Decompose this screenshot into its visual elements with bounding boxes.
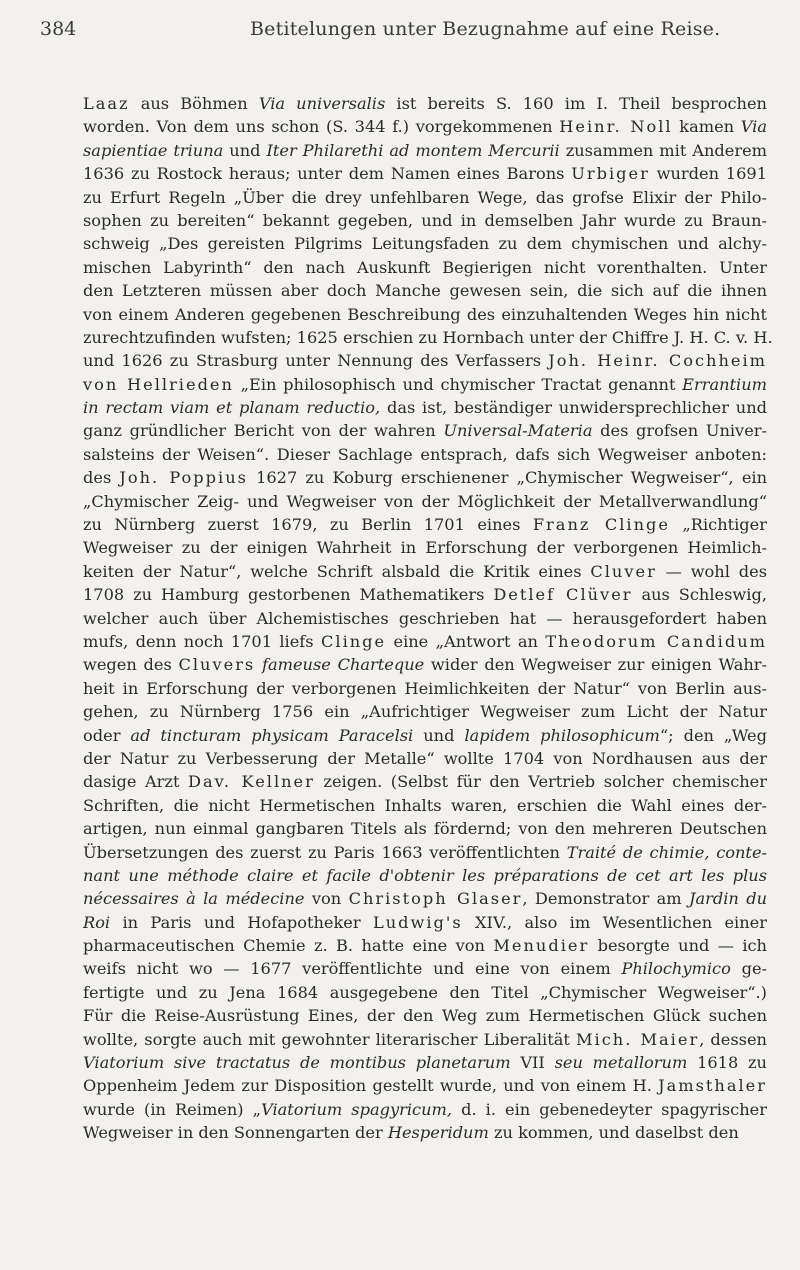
- text-line: [83, 700, 767, 723]
- spaced-name: Cluvers: [178, 655, 256, 675]
- body-text: [83, 92, 773, 1145]
- text-run: heit in Erforschung der verborgenen Heimlichkeiten der Natur“ von Berlin aus-: [83, 678, 767, 698]
- text-run: von: [304, 889, 349, 909]
- text-run: wider den Wegweiser zur einigen Wahr-: [424, 655, 767, 675]
- text-run: und: [223, 140, 267, 160]
- text-run: 1636 zu Rostock heraus; unter dem Namen eines Barons: [83, 164, 572, 184]
- text-run: mischen Labyrinth“ den nach Auskunft Begierigen nicht vorenthalten. Unter: [83, 257, 767, 277]
- spaced-name: Mich. Maier: [575, 1029, 700, 1049]
- text-run: Wegweiser zu der einigen Wahrheit in Erforschung der verborgenen Heimlich-: [83, 538, 767, 558]
- text-run: aus Böhmen: [129, 94, 259, 113]
- italic-title: nant une méthode claire et facile d'obtenir les préparations de cet art les plus: [83, 865, 767, 885]
- text-line: [83, 349, 767, 372]
- text-run: wollte, sorgte auch mit gewohnter literarischer Liberalität: [83, 1029, 576, 1049]
- text-line: [83, 957, 767, 980]
- text-line: [83, 513, 767, 536]
- text-line: [83, 326, 773, 349]
- text-line: [83, 747, 767, 770]
- italic-title: Traité de chimie, conte-: [566, 842, 767, 862]
- text-line: [83, 162, 767, 185]
- text-run: „Richtiger: [669, 515, 767, 535]
- text-run: VII: [510, 1053, 555, 1073]
- italic-title: Jardin du: [688, 889, 767, 909]
- text-run: aus Schleswig,: [632, 585, 767, 605]
- italic-title: Roi: [83, 912, 111, 932]
- text-line: [83, 1121, 767, 1144]
- italic-title: nécessaires à la médecine: [83, 889, 305, 909]
- spaced-name: Joh. Heinr. Cochheim: [548, 351, 768, 371]
- text-run: 1618 zu: [687, 1053, 767, 1073]
- spaced-name: Theodorum Candidum: [545, 631, 767, 651]
- page-number: 384: [40, 18, 77, 40]
- text-line: [83, 1028, 767, 1051]
- italic-title: Viatorium spagyricum,: [261, 1099, 453, 1119]
- text-line: [83, 373, 767, 396]
- text-line: [83, 677, 767, 700]
- text-run: wurde (in Reimen) „: [83, 1099, 262, 1119]
- text-line: [83, 139, 767, 162]
- text-line: [83, 419, 767, 442]
- text-run: gehen, zu Nürnberg 1756 ein „Aufrichtiger Wegweiser zum Licht der Natur: [83, 702, 767, 722]
- text-run: fertigte und zu Jena 1684 ausgegebene den Titel „Chymischer Wegweiser“.): [83, 982, 767, 1002]
- running-head: Betitelungen unter Bezugnahme auf eine Reise.: [250, 18, 721, 40]
- text-run: welcher auch über Alchemistisches geschrieben hat — herausgefordert haben: [83, 608, 767, 628]
- text-run: des: [83, 468, 120, 488]
- text-line: [83, 607, 767, 630]
- text-line: [83, 490, 767, 513]
- italic-title: Universal-Materia: [443, 421, 593, 441]
- text-run: zusammen mit Anderem: [559, 140, 768, 160]
- italic-title: sapientiae triuna: [83, 140, 224, 160]
- text-line: [83, 887, 767, 910]
- spaced-name: Ludwig's: [372, 912, 463, 932]
- italic-title: Viatorium sive tractatus de montibus planetarum: [83, 1053, 511, 1073]
- spaced-name: Heinr. Noll: [559, 117, 673, 137]
- text-run: pharmaceutischen Chemie z. B. hatte eine von: [83, 936, 494, 956]
- italic-title: ad tincturam physicam Paracelsi: [130, 725, 414, 745]
- text-run: Übersetzungen des zuerst zu Paris 1663 veröffentlichten: [83, 842, 567, 862]
- text-line: [83, 443, 767, 466]
- text-line: [83, 303, 767, 326]
- text-run: eine „Antwort an: [386, 631, 546, 651]
- text-line: [83, 630, 767, 653]
- spaced-name: Dav. Kellner: [188, 772, 315, 792]
- text-line: [83, 466, 767, 489]
- text-run: Schriften, die nicht Hermetischen Inhalts waren, erschien die Wahl eines der-: [83, 795, 767, 815]
- text-run: von einem Anderen gegebenen Beschreibung des einzuhaltenden Weges hin nicht: [83, 304, 767, 324]
- text-line: [83, 794, 767, 817]
- text-run: ist bereits S. 160 im I. Theil besprochen: [385, 94, 767, 113]
- text-line: [83, 92, 767, 115]
- text-line: [83, 817, 767, 840]
- spaced-name: Menudier: [493, 936, 590, 956]
- text-run: „Ein philosophisch und chymischer Tractat genannt: [233, 374, 683, 394]
- text-run: besorgte und — ich: [589, 936, 767, 956]
- text-line: [83, 981, 767, 1004]
- text-run: zu Nürnberg zuerst 1679, zu Berlin 1701 eines: [83, 515, 533, 535]
- italic-title: Hesperidum: [387, 1123, 489, 1143]
- text-run: in Paris und Hofapotheker: [110, 912, 373, 932]
- text-run: der Natur zu Verbesserung der Metalle“ wollte 1704 von Nordhausen aus der: [83, 748, 767, 768]
- text-run: dasige Arzt: [83, 772, 188, 792]
- text-line: [83, 1074, 767, 1097]
- italic-title: in rectam viam et planam reductio,: [83, 398, 381, 418]
- spaced-name: Urbiger: [571, 164, 650, 184]
- text-run: oder: [83, 725, 131, 745]
- text-run: des grofsen Univer-: [592, 421, 767, 441]
- text-run: zeigen. (Selbst für den Vertrieb solcher chemischer: [314, 772, 768, 792]
- text-line: [83, 560, 767, 583]
- text-run: Oppenheim Jedem zur Disposition gestellt wurde, und von einem H.: [83, 1076, 659, 1096]
- text-run: wurden 1691: [649, 164, 768, 184]
- text-line: [83, 232, 767, 255]
- text-line: [83, 209, 767, 232]
- text-line: [83, 1051, 767, 1074]
- italic-title: Via universalis: [258, 94, 386, 113]
- text-line: [83, 770, 767, 793]
- text-run: sophen zu bereiten“ bekannt gegeben, und in demselben Jahr wurde zu Braun-: [83, 210, 767, 230]
- text-run: worden. Von dem uns schon (S. 344 f.) vorgekommenen: [83, 117, 560, 137]
- text-run: — wohl des: [656, 561, 767, 581]
- text-run: und 1626 zu Strasburg unter Nennung des Verfassers: [83, 351, 549, 371]
- text-run: XIV., also im Wesentlichen einer: [462, 912, 767, 932]
- text-run: [255, 655, 262, 674]
- spaced-name: Jamsthaler: [658, 1076, 767, 1096]
- text-run: das ist, beständiger unwidersprechlicher und: [380, 398, 767, 418]
- italic-title: Philochymico: [621, 959, 731, 979]
- text-line: [83, 396, 767, 419]
- text-run: ganz gründlicher Bericht von der wahren: [83, 421, 444, 441]
- text-run: kamen: [672, 117, 741, 137]
- text-line: [83, 1098, 767, 1121]
- italic-title: fameuse Charteque: [261, 655, 425, 675]
- text-run: und: [413, 725, 465, 745]
- text-line: [83, 911, 767, 934]
- text-run: salsteins der Weisen“. Dieser Sachlage entsprach, dafs sich Wegweiser anboten:: [83, 444, 767, 464]
- spaced-name: Cluver: [590, 561, 657, 581]
- spaced-name: Joh. Poppius: [119, 468, 248, 488]
- text-line: [83, 653, 767, 676]
- text-line: [83, 186, 767, 209]
- text-run: Wegweiser in den Sonnengarten der: [83, 1123, 388, 1143]
- text-run: weifs nicht wo — 1677 veröffentlichte und eine von einem: [83, 959, 622, 979]
- italic-title: seu metallorum: [554, 1053, 688, 1073]
- text-line: [83, 279, 767, 302]
- text-line: [83, 583, 767, 606]
- text-run: “; den „Weg: [659, 725, 767, 745]
- spaced-name: Christoph Glaser: [348, 889, 523, 909]
- text-run: , Demonstrator am: [522, 889, 689, 909]
- text-run: wegen des: [83, 655, 179, 675]
- text-line: [83, 1004, 767, 1027]
- text-run: 1627 zu Koburg erschienener „Chymischer Wegweiser“, ein: [247, 468, 767, 488]
- spaced-name: Laaz: [83, 94, 130, 113]
- spaced-name: von Hellrieden: [83, 374, 234, 394]
- spaced-name: Clinge: [321, 631, 387, 651]
- text-run: keiten der Natur“, welche Schrift alsbald die Kritik eines: [83, 561, 591, 581]
- text-run: 1708 zu Hamburg gestorbenen Mathematikers: [83, 585, 494, 605]
- page-header: [40, 18, 760, 48]
- text-run: d. i. ein gebenedeyter spagyrischer: [452, 1099, 767, 1119]
- text-run: zu Erfurt Regeln „Über die drey unfehlbaren Wege, das grofse Elixir der Philo-: [83, 187, 767, 207]
- text-run: artigen, nun einmal gangbaren Titels als fördernd; von den mehreren Deutschen: [83, 819, 767, 839]
- text-run: zu kommen, und daselbst den: [488, 1123, 739, 1143]
- text-run: „Chymischer Zeig- und Wegweiser von der Möglichkeit der Metallverwandlung“: [83, 491, 767, 511]
- text-run: , dessen: [699, 1029, 767, 1049]
- text-line: [83, 934, 767, 957]
- text-line: [83, 115, 767, 138]
- text-run: ge-: [730, 959, 767, 979]
- italic-title: lapidem philosophicum: [464, 725, 660, 745]
- italic-title: Iter Philarethi ad montem Mercurii: [266, 140, 560, 160]
- text-run: den Letzteren müssen aber doch Manche gewesen sein, die sich auf die ihnen: [83, 281, 767, 301]
- italic-title: Via: [740, 117, 767, 137]
- text-line: [83, 724, 767, 747]
- text-line: [83, 256, 767, 279]
- text-run: zurechtzufinden wufsten; 1625 erschien zu Hornbach unter der Chiffre J. H. C. v. H.: [83, 327, 773, 347]
- italic-title: Errantium: [682, 374, 767, 394]
- text-run: Für die Reise-Ausrüstung Eines, der den Weg zum Hermetischen Glück suchen: [83, 1006, 767, 1026]
- text-line: [83, 864, 767, 887]
- spaced-name: Detlef Clüver: [493, 585, 633, 605]
- text-line: [83, 536, 767, 559]
- text-run: mufs, denn noch 1701 liefs: [83, 631, 321, 651]
- text-run: schweig „Des gereisten Pilgrims Leitungsfaden zu dem chymischen und alchy-: [83, 234, 767, 254]
- text-line: [83, 841, 767, 864]
- spaced-name: Franz Clinge: [532, 515, 670, 535]
